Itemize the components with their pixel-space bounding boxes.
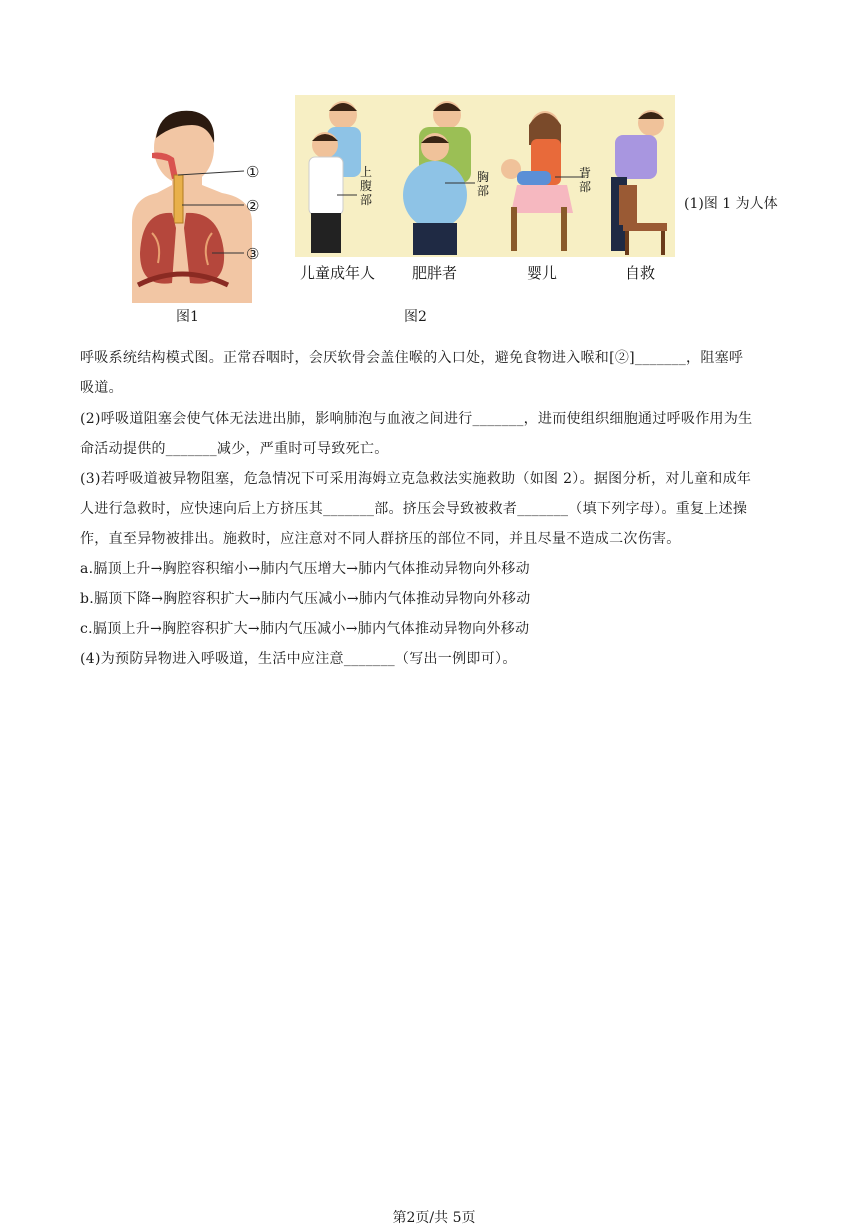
figure-1-respiratory-system (112, 103, 282, 303)
option-b: b.膈顶下降→胸腔容积扩大→肺内气压减小→肺内气体推动异物向外移动 (80, 591, 531, 607)
panel-label-obese: 肥胖者 (412, 264, 458, 282)
panel-label-self-rescue: 自救 (625, 264, 656, 282)
panel-label-child-adult: 儿童成年人 (300, 264, 376, 282)
text-line: 呼吸系统结构模式图。正常吞咽时，会厌软骨会盖住喉的入口处，避免食物进入喉和[②]_______，阻塞呼 (80, 350, 744, 366)
text-line: (4)为预防异物进入呼吸道，生活中应注意_______（写出一例即可）。 (80, 651, 517, 667)
callout-chest: 胸部 (477, 170, 490, 198)
figure-2-caption: 图2 (404, 309, 427, 325)
figure-1-caption: 图1 (176, 309, 199, 325)
page-footer: 第2页/共 5页 (392, 1210, 476, 1226)
marker-3: ③ (246, 245, 260, 263)
option-a: a.膈顶上升→胸腔容积缩小→肺内气压增大→肺内气体推动异物向外移动 (80, 561, 530, 577)
callout-back: 背部 (579, 166, 592, 194)
marker-2: ② (246, 197, 260, 215)
marker-1: ① (246, 163, 260, 181)
text-line: 命活动提供的_______减少，严重时可导致死亡。 (80, 441, 389, 457)
text-line: 作，直至异物被排出。施救时，应注意对不同人群挤压的部位不同，并且尽量不造成二次伤害。 (80, 531, 681, 547)
callout-upper-abdomen: 上腹部 (360, 165, 373, 207)
panel-label-infant: 婴儿 (527, 264, 558, 282)
text-line: (2)呼吸道阻塞会使气体无法进出肺，影响肺泡与血液之间进行_______，进而使组织细胞通过呼吸作用为生 (80, 411, 753, 427)
option-c: c.膈顶上升→胸腔容积扩大→肺内气压减小→肺内气体推动异物向外移动 (80, 621, 530, 637)
text-line: 吸道。 (80, 380, 123, 396)
text-line: 人进行急救时，应快速向后上方挤压其_______部。挤压会导致被救者_______（填下列字母）。重复上述操 (80, 501, 748, 517)
text-line: (3)若呼吸道被异物阻塞，危急情况下可采用海姆立克急救法实施救助（如图 2）。据图分析，对儿童和成年 (80, 471, 752, 487)
question-1-lead: (1)图 1 为人体 (684, 196, 778, 212)
